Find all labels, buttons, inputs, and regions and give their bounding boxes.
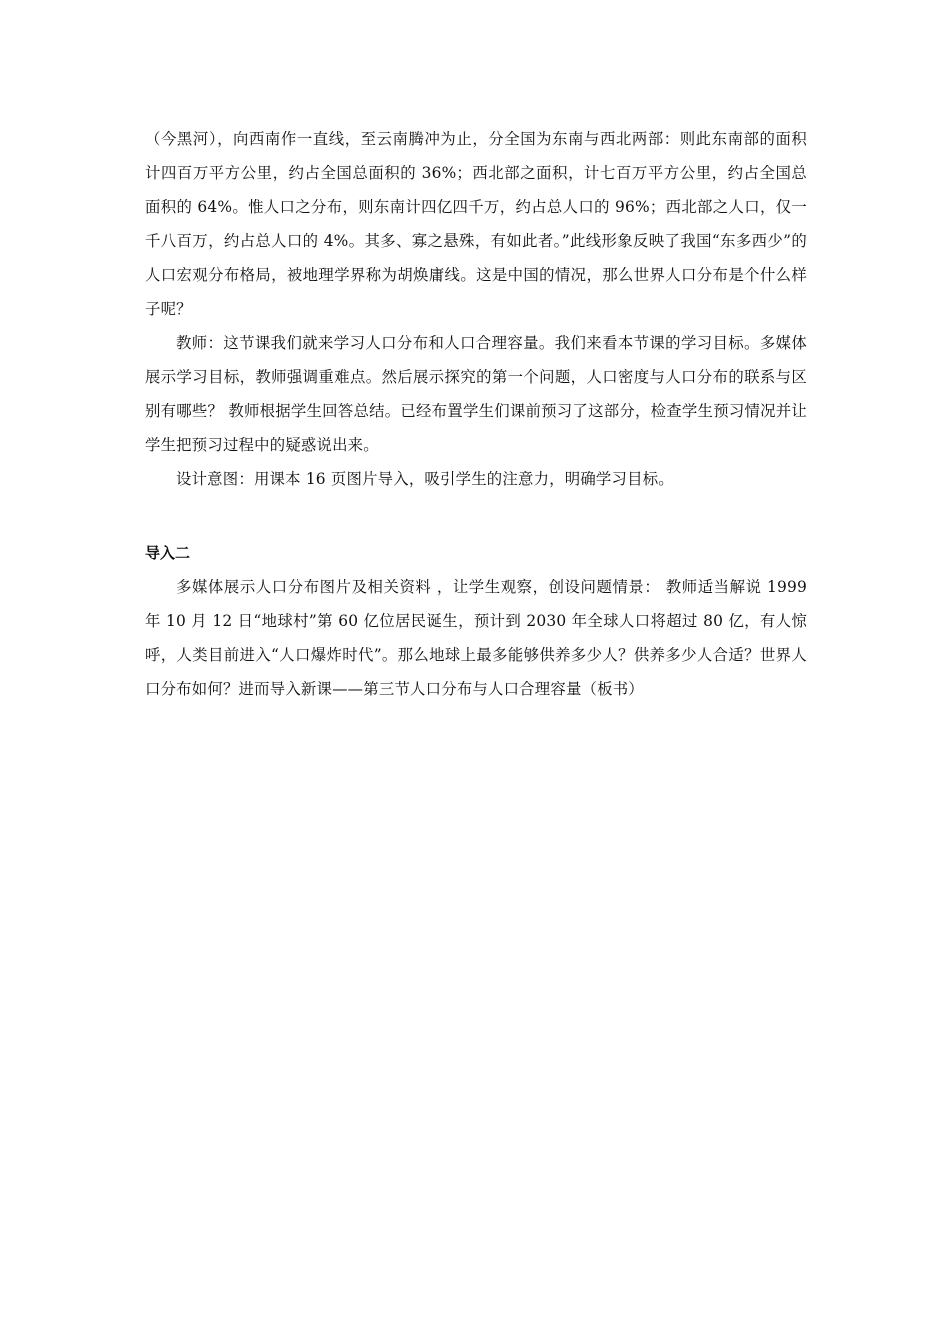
document-page: [145, 122, 807, 706]
paragraph-teacher-intro: 教师：这节课我们就来学习人口分布和人口合理容量。我们来看本节课的学习目标。多媒体展示学习目标，教师强调重难点。然后展示探究的第一个问题，人口密度与人口分布的联系与区别有哪些？ 教师根据学生回答总结。已经布置学生们课前预习了这部分，检查学生预习情况并让学生把预习过程中的疑惑说出来。: [145, 334, 807, 454]
paragraph-hu-line: （今黑河），向西南作一直线，至云南腾冲为止，分全国为东南与西北两部：则此东南部的面积计四百万平方公里，约占全国总面积的 36%；西北部之面积，计七百万平方公里，约占全国总面积的 64%。惟人口之分布，则东南计四亿四千万，约占总人口的 96%；西北部之人口，仅一千八百万，约占总人口的 4%。其多、寡之悬殊，有如此者。”此线形象反映了我国“东多西少”的人口宏观分布格局，被地理学界称为胡焕庸线。这是中国的情况，那么世界人口分布是个什么样子呢？: [145, 130, 807, 318]
paragraph-design-intent: 设计意图：用课本 16 页图片导入，吸引学生的注意力，明确学习目标。: [176, 470, 674, 488]
section-heading: 导入二: [145, 544, 191, 562]
paragraph-section-intro: 多媒体展示人口分布图片及相关资料 ，让学生观察，创设问题情景： 教师适当解说 1999 年 10 月 12 日“地球村”第 60 亿位居民诞生，预计到 2030 年全球人口将超过 80 亿，有人惊呼，人类目前进入“人口爆炸时代”。那么地球上最多能够供养多少人？供养多少人合适？世界人口分布如何？进而导入新课——第三节人口分布与人口合理容量（板书）: [145, 578, 807, 698]
